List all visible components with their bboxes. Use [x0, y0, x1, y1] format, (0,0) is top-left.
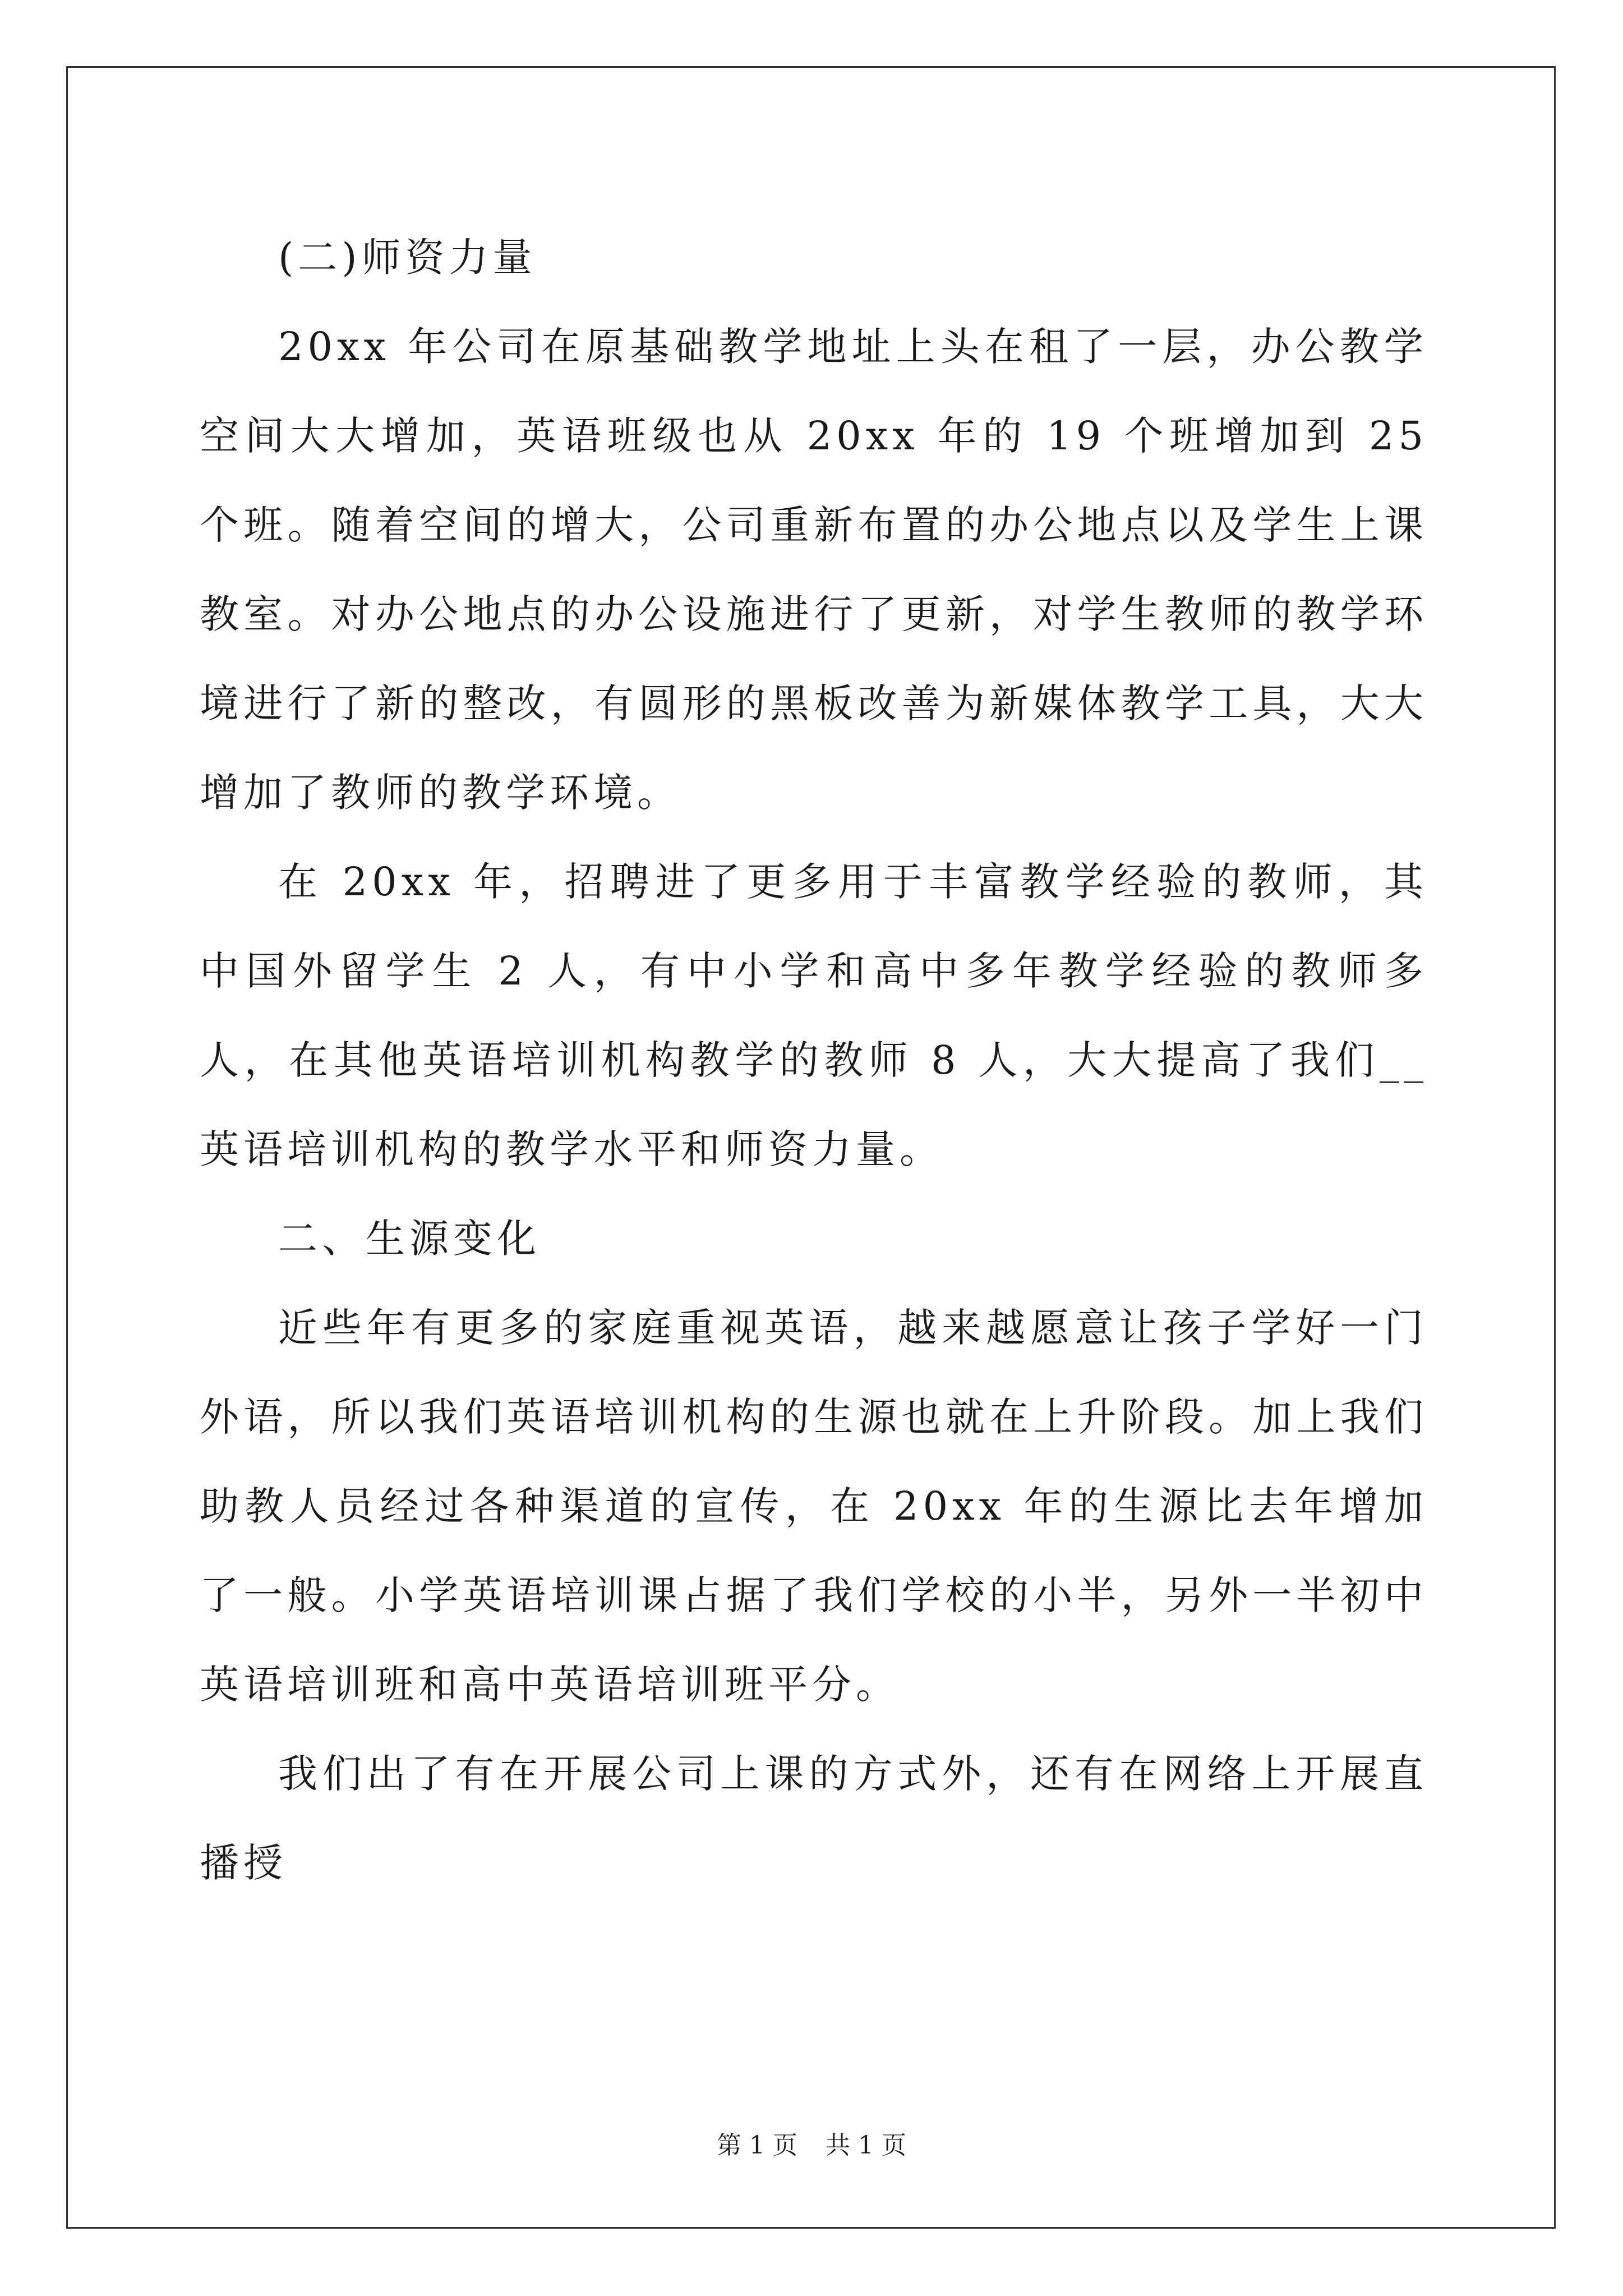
document-body: [200, 213, 1428, 1908]
paragraph-space-expansion: 20xx 年公司在原基础教学地址上头在租了一层，办公教学空间大大增加，英语班级也从 20xx 年的 19 个班增加到 25 个班。随着空间的增大，公司重新布置的办公地点以及学生上课教室。对办公地点的办公设施进行了更新，对学生教师的教学环境进行了新的整改，有圆形的黑板改善为新媒体教学工具，大大增加了教师的教学环境。: [200, 324, 1428, 816]
paragraph-online-teaching: 我们出了有在开展公司上课的方式外，还有在网络上开展直播授: [200, 1751, 1428, 1886]
page-total: 共 1 页: [826, 2131, 906, 2160]
page-footer: [0, 2129, 1623, 2162]
paragraph-enrollment-growth: 近些年有更多的家庭重视英语，越来越愿意让孩子学好一门外语，所以我们英语培训机构的生源也就在上升阶段。加上我们助教人员经过各种渠道的宣传，在 20xx 年的生源比去年增加了一般。小学英语培训课占据了我们学校的小半，另外一半初中英语培训班和高中英语培训班平分。: [200, 1305, 1428, 1708]
section-heading-enrollment: 二、生源变化: [278, 1216, 541, 1262]
paragraph-teacher-recruitment: 在 20xx 年，招聘进了更多用于丰富教学经验的教师，其中国外留学生 2 人，有中小学和高中多年教学经验的教师多人，在其他英语培训机构教学的教师 8 人，大大提高了我们__英语培训机构的教学水平和师资力量。: [200, 859, 1428, 1172]
page-number: 第 1 页: [717, 2131, 797, 2160]
section-heading-teachers: (二)师资力量: [278, 234, 537, 280]
